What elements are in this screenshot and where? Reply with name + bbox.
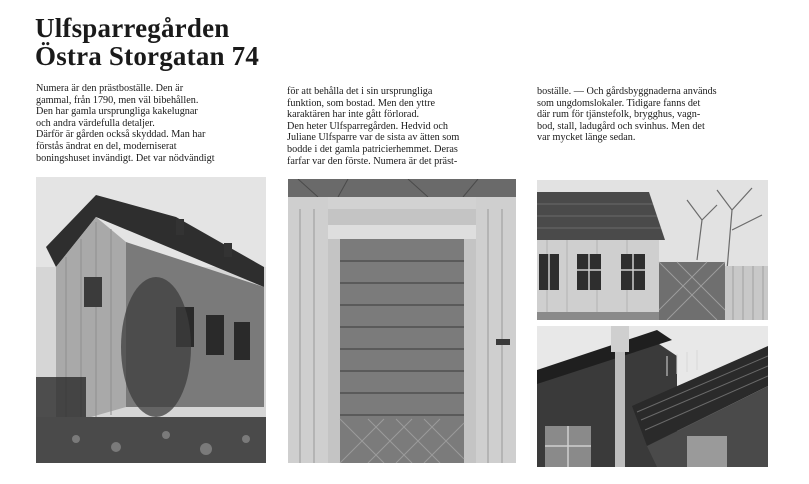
- text-column-3: boställe. — Och gårdsbyggnaderna används som ungdomslokaler. Tidigare fanns det där rum för tjänstefolk, brygghus, vagn- bod, stall, ladugård och svinhus. Men det var mycket länge sedan.: [537, 86, 717, 144]
- article-title: [35, 14, 259, 70]
- photo-house-facade: [537, 180, 768, 320]
- text-column-2: för att behålla det i sin ursprungliga funktion, som bostad. Men den yttre karaktären har inte gått förlorad. Den heter Ulfsparregården. Hedvid och Juliane Ulfsparre var de sista av ätten som bodde i det gamla patricierhemmet. Deras farfar var den förste. Numera är det präst-: [287, 86, 460, 167]
- text-column-1: Numera är den prästboställe. Den är gammal, från 1790, men väl bibehållen. Den har gamla ursprungliga kakelugnar och andra värdefulla detaljer. Därför är gården också skyddad. Man har förstås ändrat en del, moderniserat boningshuset invändigt. Det var nödvändigt: [36, 83, 215, 164]
- title-line-2: Östra Storgatan 74: [35, 41, 260, 71]
- photo-wooden-door: [288, 179, 516, 463]
- photo-old-house: [36, 177, 266, 463]
- title-line-1: Ulfsparregården: [35, 13, 230, 43]
- photo-eaves-detail: [537, 326, 768, 467]
